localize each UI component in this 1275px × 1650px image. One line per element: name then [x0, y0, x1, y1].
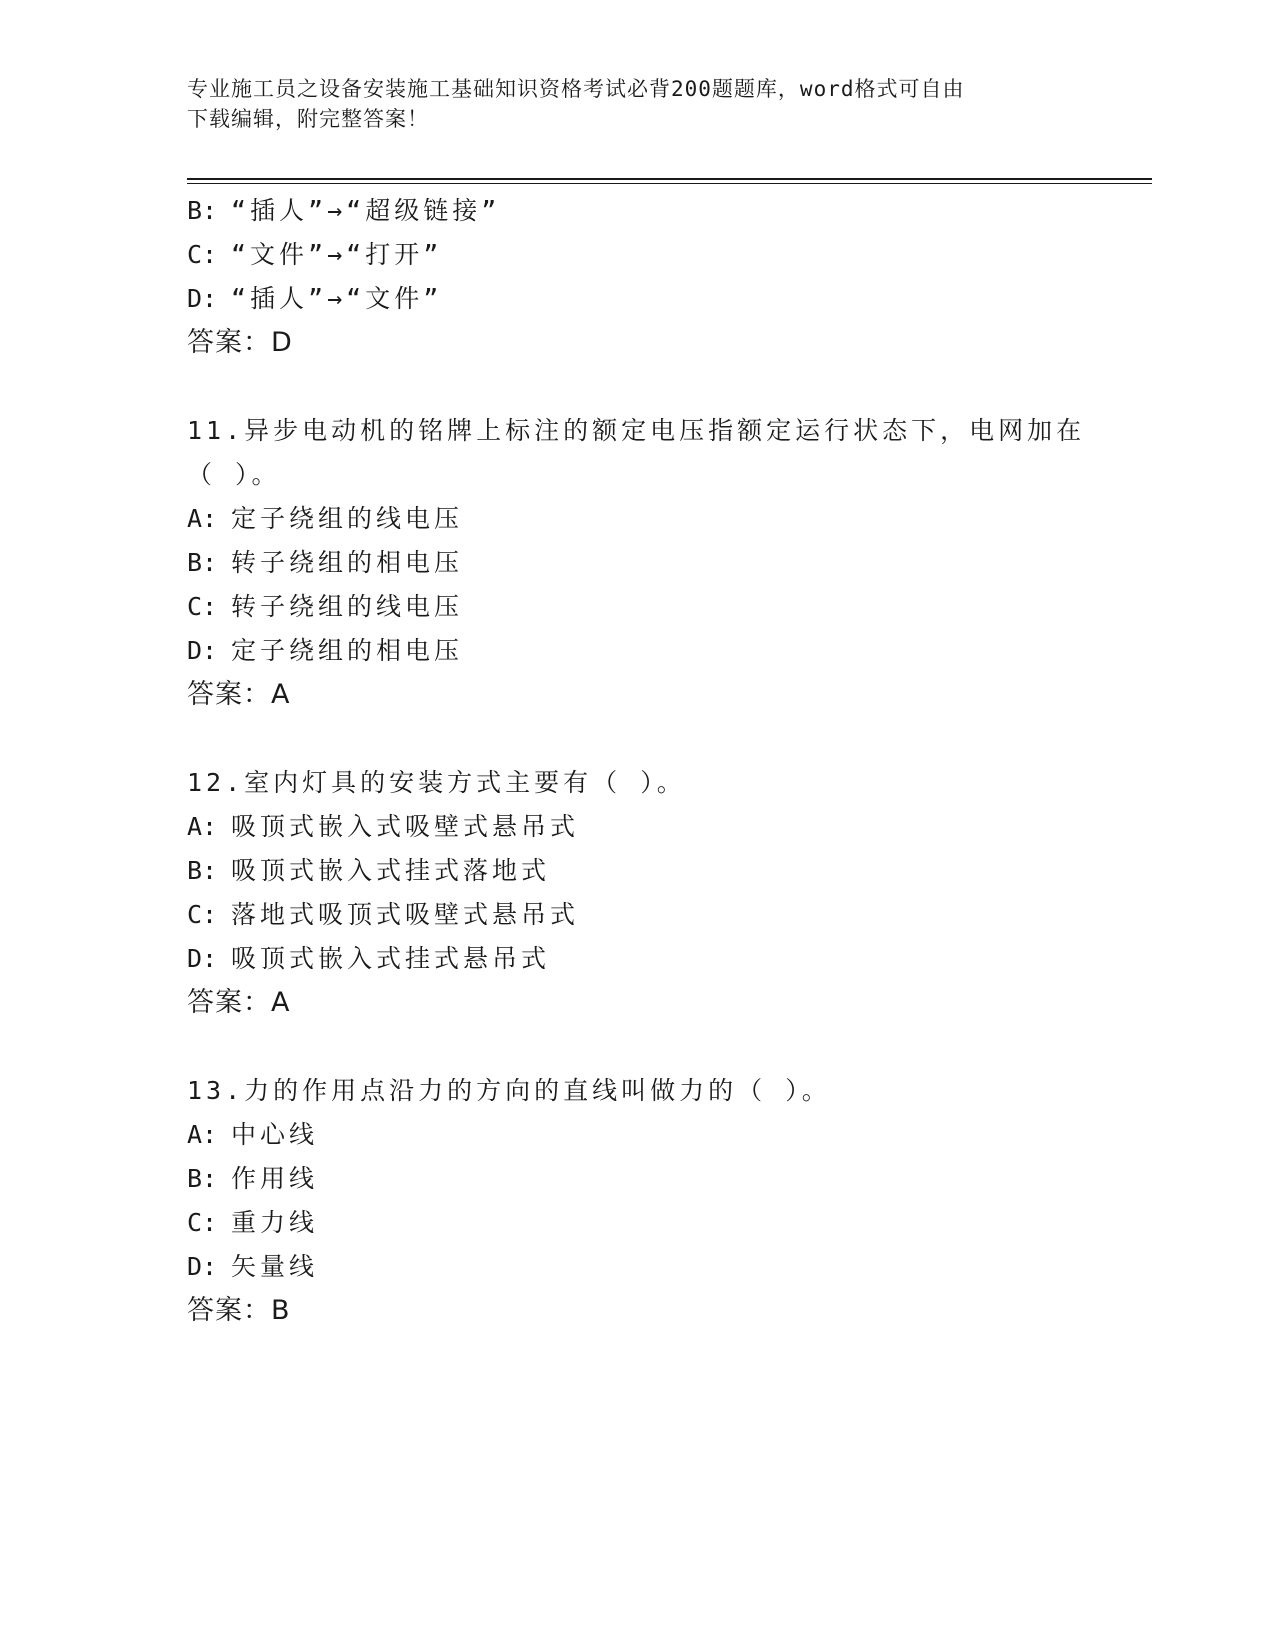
q13-option-b: [187, 1162, 318, 1196]
option-text: “插人”→“超级链接”: [231, 196, 501, 225]
q11-option-d: [187, 634, 463, 668]
header-title-line-1: 专业施工员之设备安装施工基础知识资格考试必背200题题库，word格式可自由: [187, 77, 965, 101]
q12-option-a: [187, 810, 579, 844]
q10-option-d: [187, 282, 442, 316]
option-text: 矢量线: [231, 1252, 319, 1281]
option-key: A:: [187, 812, 218, 841]
option-key: B:: [187, 196, 218, 225]
option-key: C:: [187, 900, 218, 929]
header-divider-thick: [187, 178, 1152, 180]
q11-option-b: [187, 546, 463, 580]
q12-option-c: [187, 898, 579, 932]
option-key: D:: [187, 1252, 218, 1281]
option-text: 重力线: [231, 1208, 319, 1237]
option-key: B:: [187, 856, 218, 885]
option-key: B:: [187, 548, 218, 577]
q12-question: 12.室内灯具的安装方式主要有（ ）。: [187, 768, 686, 797]
option-text: “插人”→“文件”: [231, 284, 443, 313]
q13-option-c: [187, 1206, 318, 1240]
q11-question-line-2: （ ）。: [187, 460, 281, 489]
option-text: 转子绕组的线电压: [231, 592, 464, 621]
option-key: A:: [187, 1120, 218, 1149]
option-text: 中心线: [231, 1120, 319, 1149]
header-title-line-2: 下载编辑，附完整答案！: [187, 107, 429, 131]
option-key: A:: [187, 504, 218, 533]
q12-option-b: [187, 854, 550, 888]
q11-question-line-1: 11.异步电动机的铭牌上标注的额定电压指额定运行状态下，电网加在: [187, 416, 1086, 445]
q12-option-d: [187, 942, 550, 976]
document-header: [187, 74, 1087, 134]
q11-option-a: [187, 502, 463, 536]
header-divider-thin: [187, 183, 1152, 184]
q10-option-c: [187, 238, 442, 272]
q12-answer: 答案：A: [187, 987, 291, 1018]
option-text: 吸顶式嵌入式吸壁式悬吊式: [231, 812, 580, 841]
q13-question: 13.力的作用点沿力的方向的直线叫做力的（ ）。: [187, 1076, 831, 1105]
option-key: C:: [187, 1208, 218, 1237]
option-key: D:: [187, 944, 218, 973]
option-key: C:: [187, 592, 218, 621]
option-text: 吸顶式嵌入式挂式落地式: [231, 856, 551, 885]
option-key: B:: [187, 1164, 218, 1193]
q10-answer: 答案：D: [187, 327, 293, 358]
option-text: 落地式吸顶式吸壁式悬吊式: [231, 900, 580, 929]
option-key: C:: [187, 240, 218, 269]
option-text: 作用线: [231, 1164, 319, 1193]
option-text: 吸顶式嵌入式挂式悬吊式: [231, 944, 551, 973]
q11-answer: 答案：A: [187, 679, 291, 710]
option-text: 定子绕组的线电压: [231, 504, 464, 533]
option-text: 转子绕组的相电压: [231, 548, 464, 577]
option-text: “文件”→“打开”: [231, 240, 443, 269]
option-text: 定子绕组的相电压: [231, 636, 464, 665]
option-key: D:: [187, 636, 218, 665]
q13-option-d: [187, 1250, 318, 1284]
q13-answer: 答案：B: [187, 1295, 291, 1326]
q11-option-c: [187, 590, 463, 624]
q13-option-a: [187, 1118, 318, 1152]
q10-option-b: [187, 194, 500, 228]
option-key: D:: [187, 284, 218, 313]
